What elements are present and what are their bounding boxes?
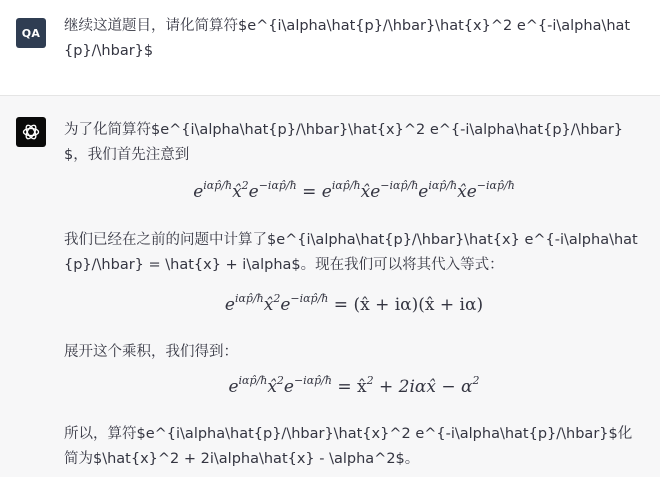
formula-2: $e^{i\alpha p̂/ħ}x̂^2e^{-i\alpha p̂/ħ}$ = (x̂ + iα)(x̂ + iα): [224, 291, 484, 315]
formula-1: $e^{i\alpha p̂/ħ}x̂^2e^{-i\alpha p̂/ħ}$ = $e^{i\alpha p̂/ħ}x̂e^{-i\alpha p̂/ħ}e^{i\alpha p̂/ħ}x̂e^{-i\alpha p̂/ħ}$: [193, 178, 515, 202]
formula-3: $e^{i\alpha p̂/ħ}x̂^2e^{-i\alpha p̂/ħ}$ = x̂$^2$ + 2iαx̂ − $\alpha^2$: [228, 373, 480, 397]
user-message-text: 继续这道题目，请化简算符$e^{i\alpha\hat{p}/\hbar}\hat{x}^2 e^{-i\alpha\hat{p}/\hbar}$: [64, 18, 631, 59]
user-avatar: QA: [16, 18, 46, 48]
assistant-intro-text: 为了化简算符$e^{i\alpha\hat{p}/\hbar}\hat{x}^2 e^{-i\alpha\hat{p}/\hbar}$，我们首先注意到: [64, 122, 623, 163]
openai-logo-svg: [21, 122, 41, 142]
user-message-row: [0, 0, 660, 96]
assistant-conclusion-text: 所以，算符$e^{i\alpha\hat{p}/\hbar}\hat{x}^2 e^{-i\alpha\hat{p}/\hbar}$化简为$\hat{x}^2 + 2i\alpha\hat{x} - \alpha^2$。: [64, 426, 633, 467]
assistant-step-text: 我们已经在之前的问题中计算了$e^{i\alpha\hat{p}/\hbar}\hat{x} e^{-i\alpha\hat{p}/\hbar} = \hat{x} + i\alpha$。现在我们可以将其代入等式：: [64, 232, 638, 273]
assistant-message-row: [0, 96, 660, 477]
openai-logo-icon: [16, 117, 46, 147]
assistant-expand-text: 展开这个乘积，我们得到：: [64, 344, 238, 360]
